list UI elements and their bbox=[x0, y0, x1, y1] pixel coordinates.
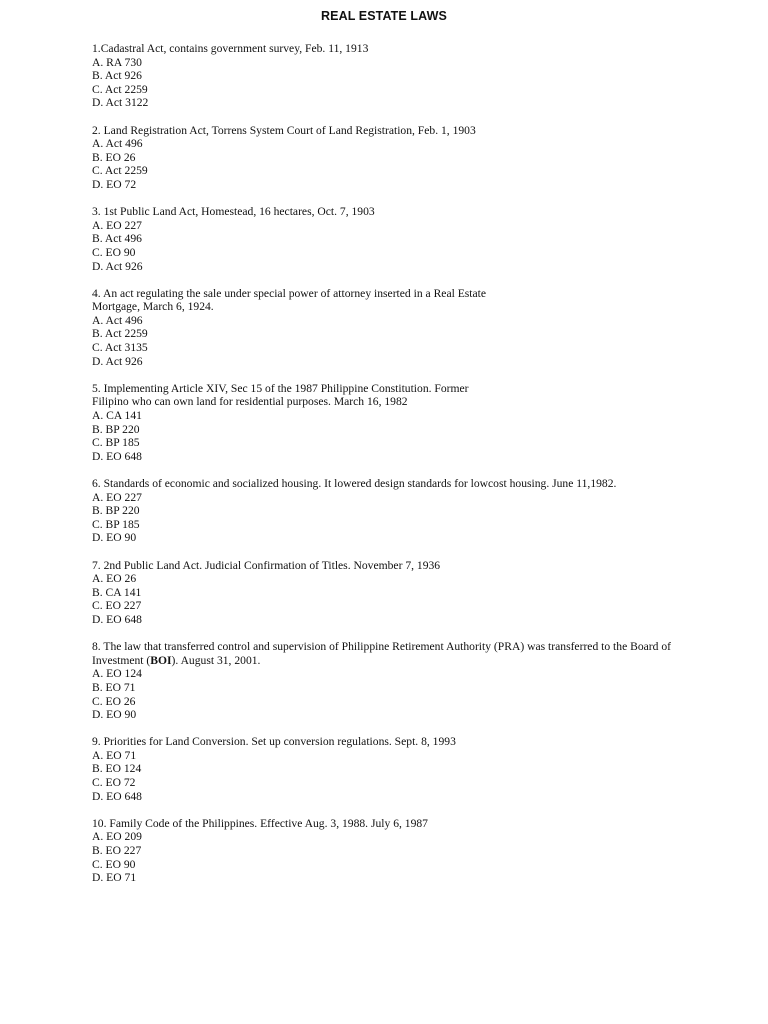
answer-options bbox=[92, 572, 692, 626]
question-4 bbox=[92, 287, 692, 369]
option-b: B. EO 227 bbox=[92, 844, 142, 858]
answer-options bbox=[92, 137, 692, 191]
option-a: A. EO 124 bbox=[92, 667, 142, 681]
option-c: C. EO 26 bbox=[92, 694, 136, 708]
option-c: C. Act 2259 bbox=[92, 82, 148, 96]
question-text-prefix: Investment ( bbox=[92, 653, 151, 667]
option-c: C. BP 185 bbox=[92, 517, 140, 531]
option-b: B. Act 926 bbox=[92, 69, 142, 83]
page-title: REAL ESTATE LAWS bbox=[321, 9, 447, 23]
option-a: A. Act 496 bbox=[92, 313, 143, 327]
question-text: 10. Family Code of the Philippines. Effective Aug. 3, 1988. July 6, 1987 bbox=[92, 816, 428, 830]
question-text: 1.Cadastral Act, contains government survey, Feb. 11, 1913 bbox=[92, 42, 369, 55]
option-a: A. EO 71 bbox=[92, 748, 137, 762]
question-text: 2. Land Registration Act, Torrens System Court of Land Registration, Feb. 1, 1903 bbox=[92, 123, 476, 137]
option-b: B. Act 496 bbox=[92, 232, 142, 246]
option-b: B. BP 220 bbox=[92, 422, 140, 436]
answer-options bbox=[92, 409, 692, 463]
option-a: A. EO 209 bbox=[92, 830, 142, 844]
option-b: B. BP 220 bbox=[92, 504, 140, 518]
option-d: D. Act 3122 bbox=[92, 96, 149, 110]
option-b: B. Act 2259 bbox=[92, 327, 148, 341]
option-d: D. EO 71 bbox=[92, 871, 137, 885]
answer-options bbox=[92, 667, 692, 721]
answer-options bbox=[92, 314, 692, 368]
option-c: C. Act 3135 bbox=[92, 341, 148, 355]
answer-options bbox=[92, 491, 692, 545]
question-6 bbox=[92, 477, 692, 545]
answer-options bbox=[92, 56, 692, 110]
option-d: D. EO 72 bbox=[92, 177, 137, 191]
question-5 bbox=[92, 382, 692, 464]
question-3 bbox=[92, 205, 692, 273]
question-list bbox=[92, 42, 692, 898]
option-c: C. EO 72 bbox=[92, 776, 136, 790]
option-a: A. CA 141 bbox=[92, 409, 142, 423]
option-d: D. EO 90 bbox=[92, 708, 137, 722]
option-b: B. CA 141 bbox=[92, 585, 142, 599]
question-text-line-2: Filipino who can own land for residential purposes. March 16, 1982 bbox=[92, 395, 408, 409]
question-text-bold-acronym: BOI bbox=[150, 653, 172, 667]
question-2 bbox=[92, 124, 692, 192]
question-text-line-1: 8. The law that transferred control and supervision of Philippine Retirement Authority (PRA) was transferred to the Board of bbox=[92, 640, 672, 654]
question-text: 6. Standards of economic and socialized housing. It lowered design standards for lowcost housing. June 11,1982. bbox=[92, 477, 617, 490]
option-a: A. RA 730 bbox=[92, 55, 142, 69]
option-a: A. EO 227 bbox=[92, 218, 142, 232]
question-text-line-1: 5. Implementing Article XIV, Sec 15 of the 1987 Philippine Constitution. Former bbox=[92, 381, 469, 395]
option-b: B. EO 124 bbox=[92, 762, 142, 776]
answer-options bbox=[92, 830, 692, 884]
option-d: D. Act 926 bbox=[92, 259, 143, 273]
option-d: D. EO 90 bbox=[92, 531, 137, 545]
option-a: A. Act 496 bbox=[92, 137, 143, 151]
option-d: D. EO 648 bbox=[92, 449, 142, 463]
question-10 bbox=[92, 817, 692, 885]
question-text-suffix: ). August 31, 2001. bbox=[171, 653, 261, 667]
question-text: 7. 2nd Public Land Act. Judicial Confirmation of Titles. November 7, 1936 bbox=[92, 558, 441, 572]
question-8 bbox=[92, 640, 692, 722]
question-text: 9. Priorities for Land Conversion. Set up conversion regulations. Sept. 8, 1993 bbox=[92, 735, 456, 749]
option-a: A. EO 26 bbox=[92, 572, 137, 586]
option-a: A. EO 227 bbox=[92, 490, 142, 504]
option-d: D. Act 926 bbox=[92, 354, 143, 368]
question-7 bbox=[92, 559, 692, 627]
answer-options bbox=[92, 219, 692, 273]
option-d: D. EO 648 bbox=[92, 612, 142, 626]
option-d: D. EO 648 bbox=[92, 789, 142, 803]
option-b: B. EO 71 bbox=[92, 680, 136, 694]
question-1 bbox=[92, 42, 692, 110]
option-b: B. EO 26 bbox=[92, 150, 136, 164]
question-text-line-1: 4. An act regulating the sale under special power of attorney inserted in a Real Estate bbox=[92, 286, 487, 300]
option-c: C. EO 227 bbox=[92, 599, 142, 613]
question-text-line-2: Mortgage, March 6, 1924. bbox=[92, 300, 214, 314]
option-c: C. EO 90 bbox=[92, 245, 136, 259]
option-c: C. Act 2259 bbox=[92, 164, 148, 178]
option-c: C. BP 185 bbox=[92, 436, 140, 450]
option-c: C. EO 90 bbox=[92, 857, 136, 871]
question-text: 3. 1st Public Land Act, Homestead, 16 hectares, Oct. 7, 1903 bbox=[92, 205, 375, 219]
answer-options bbox=[92, 749, 692, 803]
question-text-line-2 bbox=[92, 654, 692, 668]
question-9 bbox=[92, 735, 692, 803]
